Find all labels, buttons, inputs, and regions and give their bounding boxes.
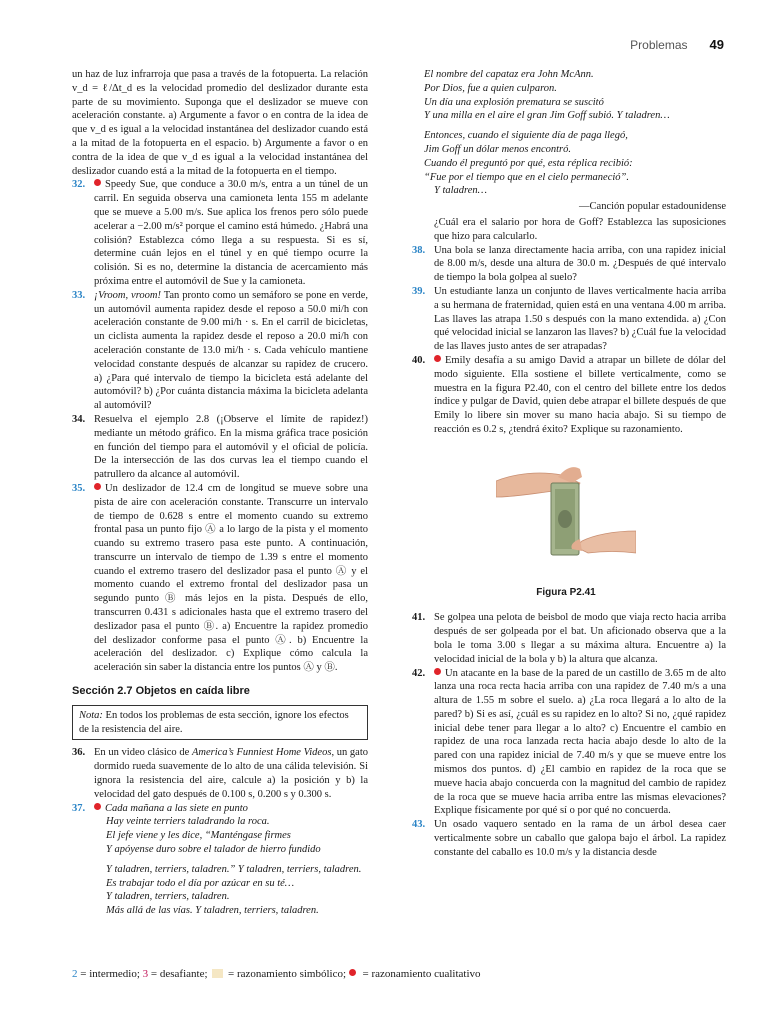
song-line: Y taladren, terriers, taladren. <box>106 891 230 903</box>
problem-number: 35. <box>72 482 86 494</box>
figure-caption: Figura P2.41 <box>536 586 596 598</box>
section-running-title: Problemas <box>630 38 688 52</box>
qualitative-reasoning-dot-icon <box>94 483 101 490</box>
song-line: Cuando él preguntó por qué, esta réplica recibió: <box>424 157 633 169</box>
problem-32 <box>72 178 368 288</box>
problem-text: En un video clásico de <box>94 747 192 759</box>
song-line: Y apóyense duro sobre el talador de hierro fundido <box>106 844 321 856</box>
problem-number: 42. <box>412 667 426 679</box>
key-intermediate-number: 2 <box>72 968 78 980</box>
problem-text: , un gato dormido rueda suavemente de lo alto de una cálida televisión. Si ignora la resistencia del aire, calcule a) la posición y b) la velocidad del gato después de 0.100 s, 0.200 s y 0.300 s. <box>94 747 369 800</box>
problem-34 <box>72 413 368 482</box>
problem-37 <box>72 802 368 918</box>
problem-text: Un deslizador de 12.4 cm de longitud se mueve sobre una pista de aire con aceleración constante. Transcurre un intervalo de tiempo de 0.628 s entre el momento cuando su extremo frontal pasa un punto fijo Ⓐ a lo largo de la pista y el momento cuando su extremo trasero pasa este punto. A continuación, transcurre un intervalo de tiempo de 1.39 s entre el momento cuando el extremo trasero del deslizador pasa el punto Ⓐ y el momento cuando el extremo frontal del deslizador pasa un segundo punto Ⓑ más lejos en la pista. Después de ello, transcurren 0.431 s adicionales hasta que el extremo trasero del deslizador pasa el punto Ⓑ. a) Encuentre la rapidez promedio del deslizador conforme pasa el punto Ⓐ. b) Encuentre la aceleración del deslizador. c) Explique cómo calcula la aceleración sin saber la distancia entre los puntos Ⓐ y Ⓑ. <box>94 482 368 674</box>
problem-41 <box>412 611 726 666</box>
song-line: Y taladren… <box>434 185 487 197</box>
dollar-bill-hands-image <box>496 447 636 577</box>
song-line: Cada mañana a las siete en punto <box>94 802 368 816</box>
problem-number: 34. <box>72 413 86 425</box>
problem-number: 32. <box>72 179 86 191</box>
song-line: Jim Goff un dólar menos encontró. <box>424 143 571 155</box>
problem-31-continued: un haz de luz infrarroja que pasa a través de la fotopuerta. La relación v_d = ℓ/Δt_d es la velocidad promedio del deslizador durante esta parte de su movimiento. Suponga que el deslizador se mueve con aceleración constante. a) Argumente a favor o en contra de la idea de que v_d es igual a la velocidad instantánea del deslizador cuando está a la mitad de la fotopuerta en el espacio. b) Argumente a favor o en contra de la idea de que v_d es igual a la velocidad instantánea del deslizador cuando está a la mitad de la fotopuerta en el tiempo. <box>72 69 368 177</box>
page-number: 49 <box>709 37 724 52</box>
problem-text: Un atacante en la base de la pared de un castillo de 3.65 m de alto lanza una roca recta hacia arriba con una rapidez de 7.40 m/s a una altura de 1.55 m sobre el suelo. a) ¿La roca llegará a lo alto de la pared? b) Si es así, ¿cuál es su rapidez en lo alto? Si no, ¿qué rapidez inicial debe tener para llegar a lo alto? c) Encuentre el cambio en rapidez de una roca lanzada recta hacia abajo desde lo alto de la pared con una rapidez inicial de 7.40 m/s y que se mueve entre los mismos dos puntos. d) ¿El cambio en rapidez de la roca que se mueve hacia abajo concuerda con la magnitud del cambio de rapidez de la roca que se mueve hacia arriba entre las mismas elevaciones? Explique físicamente por qué sí o por qué no concuerda. <box>434 667 726 817</box>
song-stanza-4 <box>412 129 726 198</box>
problem-38 <box>412 244 726 285</box>
song-stanza-3 <box>412 68 726 123</box>
difficulty-key-footer <box>72 968 712 980</box>
key-qualitative-label: = razonamiento cualitativo <box>359 968 481 980</box>
song-line: Entonces, cuando el siguiente día de paga llegó, <box>424 130 628 142</box>
problem-37-question: ¿Cuál era el salario por hora de Goff? Establezca las suposiciones que hizo para calcularlo. <box>434 216 726 242</box>
problem-text: Un osado vaquero sentado en la rama de un árbol desea caer verticalmente sobre un caballo que galopa bajo el árbol. La rapidez constante del caballo es 10.0 m/s y la distancia desde <box>434 819 726 858</box>
note-label: Nota: <box>79 709 103 721</box>
problem-number: 38. <box>412 244 426 256</box>
song-stanza-1 <box>94 802 368 857</box>
song-line: Es trabajar todo el día por azúcar en su té… <box>106 877 295 889</box>
problem-39 <box>412 285 726 354</box>
problem-43 <box>412 818 726 859</box>
song-line: Y una milla en el aire el gran Jim Goff subió. Y taladren… <box>424 110 670 122</box>
problem-number: 36. <box>72 747 86 759</box>
key-challenging-label: = desafiante; <box>148 968 208 980</box>
problem-text: Una bola se lanza directamente hacia arriba, con una rapidez inicial de 8.00 m/s, desde una altura de 30.0 m. ¿Después de qué intervalo de tiempo la bola golpea al suelo? <box>434 244 726 284</box>
figure-dollar-bill-photo <box>496 447 636 582</box>
key-challenging-number: 3 <box>142 968 149 980</box>
qualitative-reasoning-dot-icon <box>94 803 101 810</box>
problem-text: Se golpea una pelota de beisbol de modo que viaja recto hacia arriba después de ser golpeada por el bat. Un aficionado observa que a la bola le toma 3.00 s llegar a su máxima altura. Encuentre a) la velocidad inicial de la bola y b) la altura que alcanza. <box>434 612 726 665</box>
page-header <box>630 36 724 56</box>
problem-42 <box>412 667 726 819</box>
qualitative-reasoning-dot-icon <box>349 969 356 976</box>
problem-35 <box>72 482 368 675</box>
problem-text: Resuelva el ejemplo 2.8 (¡Observe el límite de rapidez!) mediante un método gráfico. En la misma gráfica trace posición en función del tiempo para el automóvil y el oficial de policía. De la intersección de las dos curvas lea el tiempo cuando el patrullero da alcance al automóvil. <box>94 413 368 481</box>
song-line: “Fue por el tiempo que en el cielo permaneció”. <box>424 171 629 183</box>
show-title: America’s Funniest Home Videos <box>191 747 332 759</box>
qualitative-reasoning-dot-icon <box>94 179 101 186</box>
song-line: Y taladren, terriers, taladren.” Y taladren, terriers, taladren. <box>106 863 362 875</box>
note-text: En todos los problemas de esta sección, ignore los efectos de la resistencia del aire. <box>79 709 349 735</box>
section-heading: Sección 2.7 Objetos en caída libre <box>72 685 250 698</box>
song-line: Un día una explosión prematura se suscitó <box>424 96 604 108</box>
problem-text: Emily desafía a su amigo David a atrapar un billete de dólar del modo siguiente. Ella sostiene el billete verticalmente, como se muestra en la figura P2.40, con el centro del billete entre los dedos índice y pulgar de David, quien debe atrapar el billete después de que Emily lo libere sin mover su mano hacia abajo. Si su tiempo de reacción es 0.2 s, ¿tendrá éxito? Explique su razonamiento. <box>434 354 726 435</box>
problem-italic-title: ¡Vroom, vroom! <box>94 289 161 301</box>
problem-number: 39. <box>412 285 426 297</box>
right-column <box>412 68 726 860</box>
qualitative-reasoning-dot-icon <box>434 355 441 362</box>
song-line: El jefe viene y les dice, “Manténgase firmes <box>106 830 291 842</box>
key-intermediate-label: = intermedio; <box>77 968 140 980</box>
problem-number: 40. <box>412 354 426 366</box>
problem-33 <box>72 289 368 413</box>
problem-40 <box>412 354 726 437</box>
song-attribution: —Canción popular estadounidense <box>579 201 726 213</box>
note-box <box>72 705 368 741</box>
song-line: Hay veinte terriers taladrando la roca. <box>106 816 270 828</box>
problem-36 <box>72 746 368 801</box>
song-line: Por Dios, fue a quien culparon. <box>424 82 557 94</box>
left-column <box>72 68 368 918</box>
problem-number: 33. <box>72 289 86 301</box>
problem-text: Speedy Sue, que conduce a 30.0 m/s, entra a un túnel de un carril. En seguida observa una camioneta lenta 155 m adelante que se mueve a 5.00 m/s. Sue aplica los frenos pero sólo puede acelerar a −2.00 m/s² porque el camino está húmedo. ¿Habrá una colisión? Establezca cómo llega a su respuesta. Si es sí, determine cuán lejos en el túnel y en qué tiempo ocurre la colisión. Si es no, determine la distancia de acercamiento más próxima entre el automóvil de Sue y la camioneta. <box>94 179 368 287</box>
symbolic-reasoning-box-icon <box>212 969 223 978</box>
problem-number: 37. <box>72 802 86 814</box>
problem-number: 43. <box>412 819 426 831</box>
song-stanza-2 <box>94 863 368 918</box>
song-line: Más allá de las vías. Y taladren, terriers, taladren. <box>106 905 319 917</box>
key-symbolic-label: = razonamiento simbólico; <box>225 968 347 980</box>
problem-text: Tan pronto como un semáforo se pone en verde, un automóvil aumenta rapidez desde el reposo a 50.0 mi/h con aceleración constante de 9.00 mi/h · s. En el carril de bicicletas, un ciclista aumenta la rapidez desde el reposo a 20.0 mi/h con aceleración constante de 13.0 mi/h · s. Cada vehículo mantiene velocidad constante después de alcanzar su rapidez de crucero. a) ¿Para qué intervalo de tiempo la bicicleta está adelante del automóvil? b) ¿Por cuánta distancia máxima la bicicleta adelanta al automóvil? <box>94 289 368 412</box>
song-line: El nombre del capataz era John McAnn. <box>424 69 594 80</box>
problem-text: Un estudiante lanza un conjunto de llaves verticalmente hacia arriba a su hermana de fraternidad, quien está en una ventana 4.00 m arriba. Las llaves las atrapa 1.50 s después con la mano extendida. a) ¿Con qué velocidad inicial se lanzaron las llaves? b) ¿Cuál fue la velocidad de las llaves justo antes de ser atrapadas? <box>434 285 726 353</box>
qualitative-reasoning-dot-icon <box>434 668 441 675</box>
problem-number: 41. <box>412 612 426 624</box>
